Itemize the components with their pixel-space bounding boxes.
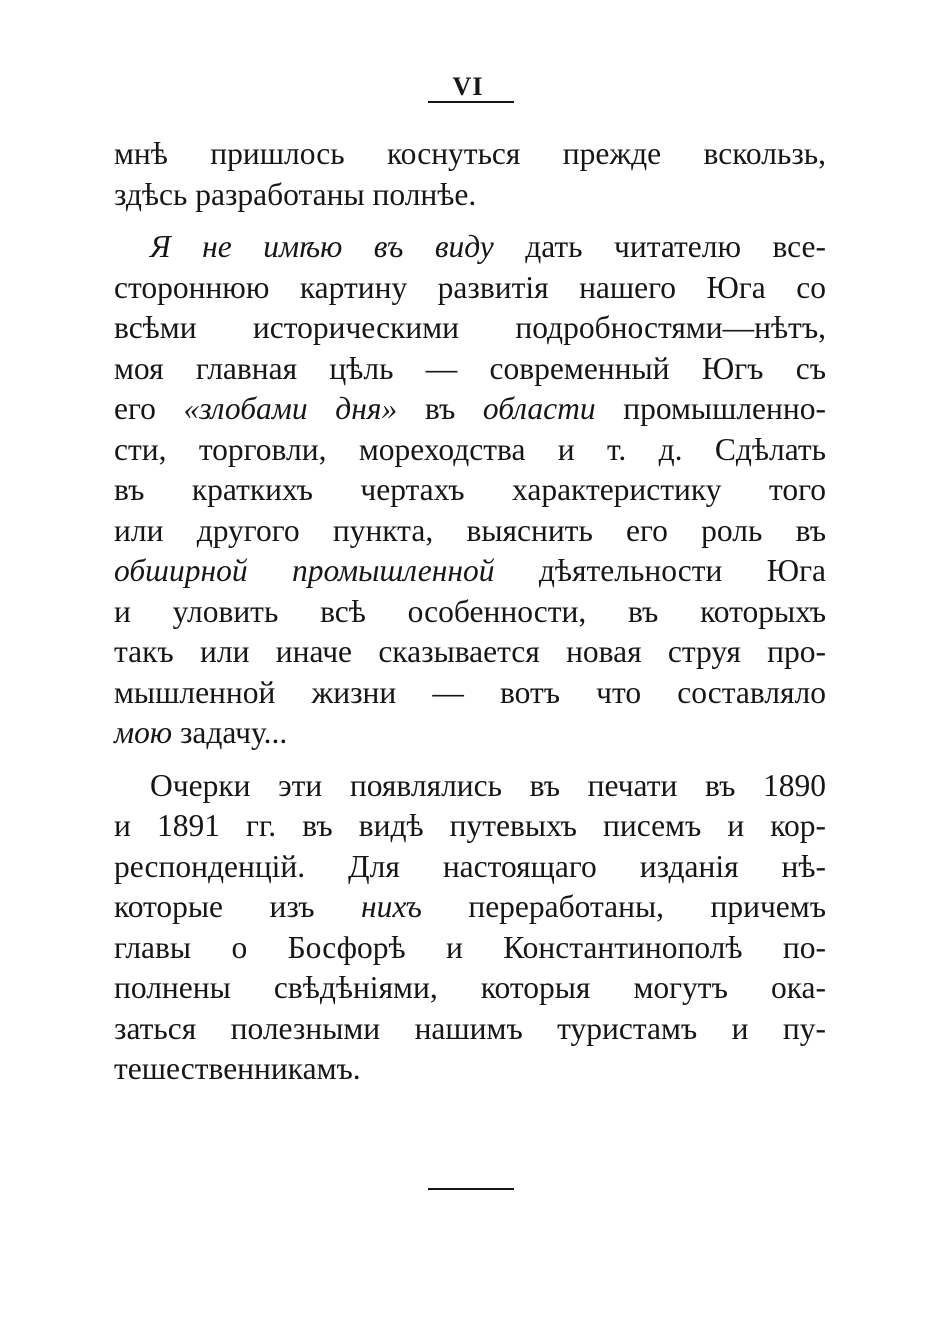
body-text bbox=[114, 134, 826, 1102]
text-run: переработаны, причемъ bbox=[421, 889, 826, 924]
header-rule bbox=[428, 101, 514, 103]
text-run: его bbox=[114, 391, 184, 426]
italic-text: «злобами дня» bbox=[183, 391, 398, 426]
text-line bbox=[114, 806, 826, 847]
text-line bbox=[114, 713, 826, 754]
text-line bbox=[114, 551, 826, 592]
paragraph bbox=[114, 766, 826, 1090]
text-run: и 1891 гг. въ видѣ путевыхъ писемъ и кор- bbox=[114, 808, 826, 843]
paragraph bbox=[114, 134, 826, 215]
text-run: моя главная цѣль — современный Югъ съ bbox=[114, 350, 826, 386]
text-run: здѣсь разработаны полнѣе. bbox=[114, 176, 477, 212]
italic-text: нихъ bbox=[360, 889, 422, 924]
text-run: дать читателю все- bbox=[493, 229, 826, 264]
text-line bbox=[114, 389, 826, 430]
text-line bbox=[114, 1049, 826, 1090]
text-run: которые изъ bbox=[114, 889, 361, 924]
text-run: въ краткихъ чертахъ характеристику того bbox=[114, 472, 826, 507]
text-line bbox=[114, 470, 826, 511]
text-run: или другого пункта, выяснить его роль въ bbox=[114, 512, 826, 548]
text-line bbox=[114, 928, 826, 969]
text-run: мнѣ пришлось коснуться прежде вскользь, bbox=[114, 136, 826, 171]
text-run: промышленно- bbox=[595, 391, 826, 426]
italic-text: Я не имѣю въ виду bbox=[150, 229, 494, 264]
text-line bbox=[114, 227, 826, 268]
text-line bbox=[114, 430, 826, 471]
end-rule bbox=[428, 1188, 514, 1190]
text-line bbox=[114, 592, 826, 633]
text-run: заться полезными нашимъ туристамъ и пу- bbox=[114, 1010, 826, 1046]
text-line bbox=[114, 632, 826, 673]
page-number: VI bbox=[452, 72, 484, 101]
text-run: дѣятельности Юга bbox=[494, 553, 826, 588]
text-run: полнены свѣдѣніями, которыя могутъ ока- bbox=[114, 970, 826, 1005]
text-line bbox=[114, 766, 826, 807]
text-run: и уловить всѣ особенности, въ которыхъ bbox=[114, 593, 826, 629]
text-line bbox=[114, 968, 826, 1009]
text-line bbox=[114, 511, 826, 552]
text-line bbox=[114, 134, 826, 175]
text-line bbox=[114, 887, 826, 928]
text-run: всѣми историческими подробностями—нѣтъ, bbox=[114, 310, 826, 345]
italic-text: области bbox=[482, 391, 596, 426]
paragraph bbox=[114, 227, 826, 754]
text-run: мышленной жизни — вотъ что составляло bbox=[114, 674, 826, 710]
text-line bbox=[114, 847, 826, 888]
text-line bbox=[114, 1009, 826, 1050]
text-run: тешественникамъ. bbox=[114, 1051, 361, 1086]
text-line bbox=[114, 349, 826, 390]
text-run: такъ или иначе сказывается новая струя про- bbox=[114, 634, 826, 669]
text-line bbox=[114, 308, 826, 349]
italic-text: обширной промышленной bbox=[114, 553, 495, 588]
text-run: въ bbox=[397, 391, 483, 426]
text-run: сти, торговли, мореходства и т. д. Сдѣлать bbox=[114, 431, 826, 467]
text-run: задачу... bbox=[172, 715, 288, 750]
text-run: стороннюю картину развитія нашего Юга со bbox=[114, 269, 826, 305]
text-run: главы о Босфорѣ и Константинополѣ по- bbox=[114, 929, 826, 965]
text-line bbox=[114, 175, 826, 216]
text-line bbox=[114, 268, 826, 309]
italic-text: мою bbox=[114, 715, 173, 750]
text-run: Очерки эти появлялись въ печати въ 1890 bbox=[150, 767, 826, 803]
text-run: респонденцій. Для настоящаго изданія нѣ- bbox=[114, 848, 826, 884]
text-line bbox=[114, 673, 826, 714]
